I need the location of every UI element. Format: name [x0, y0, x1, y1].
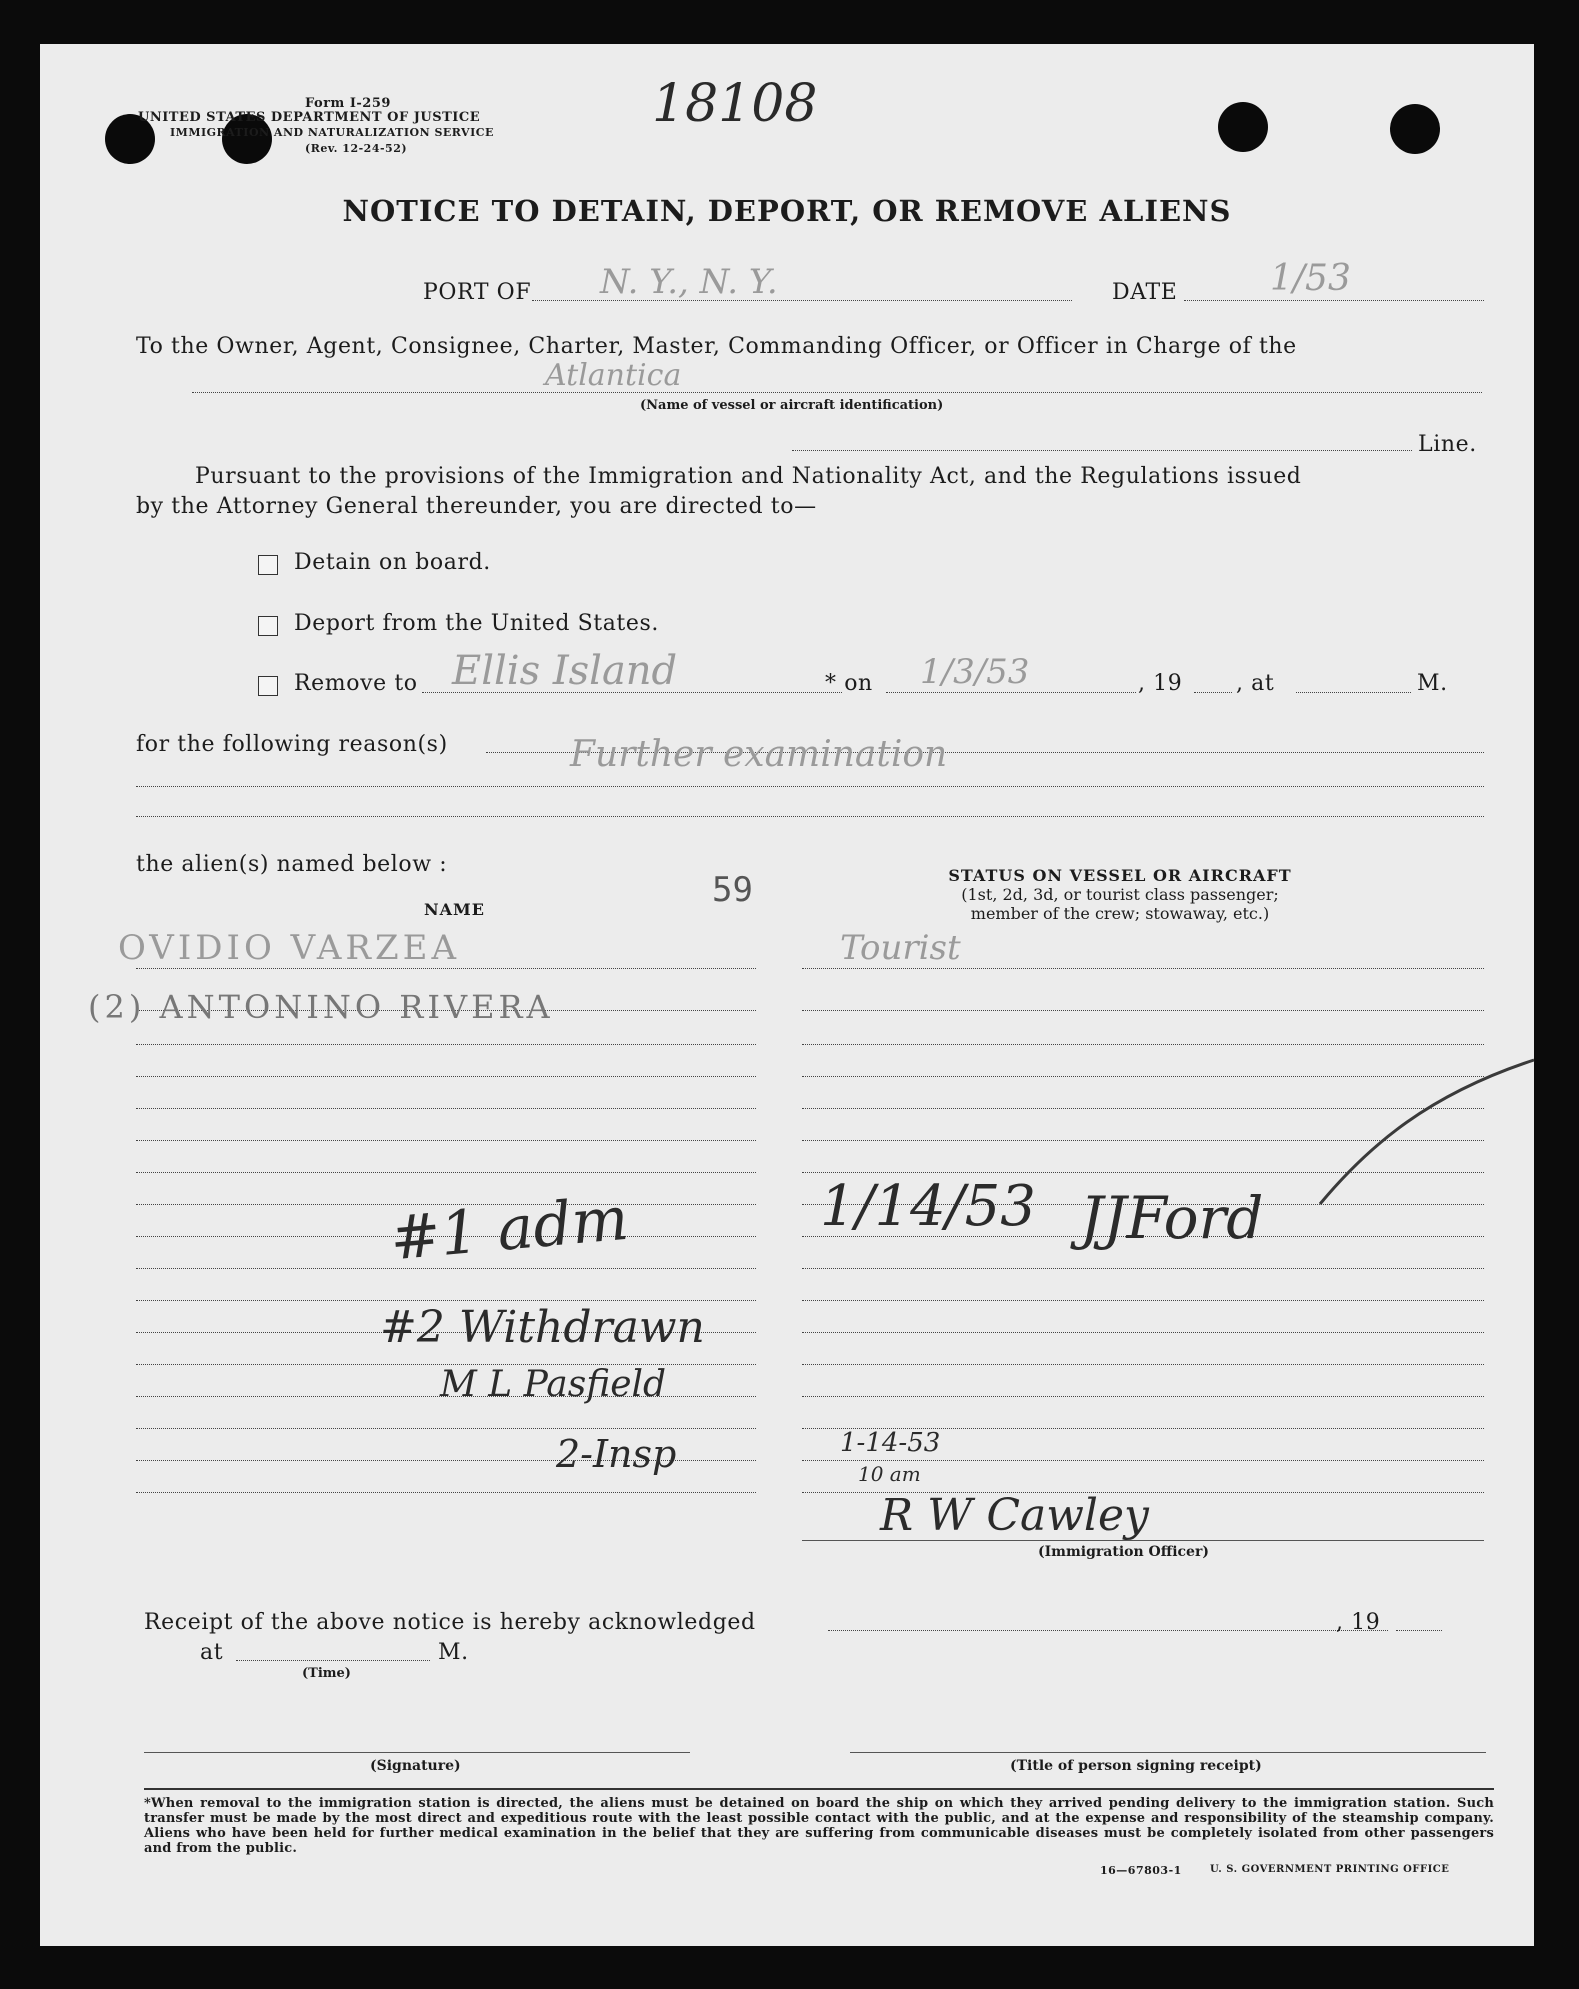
withdrawn-note: #2 Withdrawn: [380, 1302, 705, 1353]
receipt-title-line[interactable]: [850, 1752, 1486, 1753]
receipt-time-field-line[interactable]: [236, 1660, 430, 1661]
pursuant-text-2: by the Attorney General thereunder, you are directed to—: [136, 494, 817, 519]
admitted-date: 1/14/53: [820, 1174, 1036, 1239]
address-line: To the Owner, Agent, Consignee, Charter, Master, Commanding Officer, or Officer in Charge of the: [136, 334, 1297, 359]
reason-field-line-2[interactable]: [136, 786, 1484, 787]
name-row-line[interactable]: [136, 1172, 756, 1173]
officer-date: 1-14-53: [840, 1428, 941, 1458]
status-row-line[interactable]: [802, 1010, 1484, 1011]
remove-checkbox[interactable]: [258, 676, 278, 696]
line-label: Line.: [1418, 432, 1477, 457]
form-number: Form I-259: [305, 96, 391, 111]
pursuant-text-1: Pursuant to the provisions of the Immigration and Nationality Act, and the Regulations issued: [195, 464, 1302, 489]
status-header-title: STATUS ON VESSEL OR AIRCRAFT: [948, 866, 1292, 885]
officer-caption: (Immigration Officer): [1038, 1544, 1209, 1560]
detain-label: Detain on board.: [294, 550, 491, 575]
receipt-at-label: at: [200, 1640, 224, 1665]
date-label: DATE: [1112, 280, 1178, 305]
remove-label: Remove to: [294, 671, 418, 696]
name-row-line[interactable]: [136, 1108, 756, 1109]
officer-time: 10 am: [858, 1462, 921, 1486]
withdrawn-location: 2-Insp: [556, 1432, 677, 1476]
name-row-line[interactable]: [136, 1044, 756, 1045]
date-value: 1/53: [1270, 258, 1351, 299]
name-row-line[interactable]: [136, 1140, 756, 1141]
reason-label: for the following reason(s): [136, 732, 448, 757]
receipt-m-label: M.: [438, 1640, 469, 1665]
department-line: UNITED STATES DEPARTMENT OF JUSTICE: [138, 110, 481, 125]
punch-hole-icon: [1218, 102, 1268, 152]
alien-name-2: (2) ANTONINO RIVERA: [88, 988, 554, 1026]
vessel-value: Atlantica: [545, 358, 682, 393]
status-row-line[interactable]: [802, 1396, 1484, 1397]
pen-stroke-icon: [1310, 1054, 1540, 1214]
receipt-signature-line[interactable]: [144, 1752, 690, 1753]
reason-value: Further examination: [570, 734, 948, 775]
status-row-line[interactable]: [802, 1044, 1484, 1045]
remove-on-label: * on: [825, 671, 873, 696]
status-column-header: [820, 866, 1420, 923]
admitted-initials: JJFord: [1080, 1184, 1264, 1252]
punch-hole-icon: [1390, 104, 1440, 154]
name-column-header: NAME: [424, 900, 485, 919]
receipt-text: Receipt of the above notice is hereby acknowledged: [144, 1610, 756, 1635]
form-page: [40, 44, 1534, 1946]
detain-checkbox[interactable]: [258, 555, 278, 575]
remove-on-value: 1/3/53: [920, 652, 1030, 692]
printer-office: U. S. GOVERNMENT PRINTING OFFICE: [1210, 1864, 1450, 1875]
deport-checkbox[interactable]: [258, 616, 278, 636]
remove-to-value: Ellis Island: [452, 648, 678, 694]
deport-label: Deport from the United States.: [294, 611, 659, 636]
remove-at-label: , at: [1236, 671, 1275, 696]
footnote-divider: [144, 1788, 1494, 1790]
line-field-line[interactable]: [792, 450, 1412, 451]
receipt-date-field-line[interactable]: [828, 1630, 1388, 1631]
remove-year-label: , 19: [1138, 671, 1183, 696]
name-row-line[interactable]: [136, 1428, 756, 1429]
status-header-note-2: member of the crew; stowaway, etc.): [970, 904, 1270, 923]
receipt-year-field-line[interactable]: [1396, 1630, 1442, 1631]
revision-date: (Rev. 12-24-52): [305, 142, 408, 155]
service-line: IMMIGRATION AND NATURALIZATION SERVICE: [170, 126, 494, 139]
status-row-line[interactable]: [802, 1332, 1484, 1333]
name-row-line[interactable]: [136, 1076, 756, 1077]
name-row-line[interactable]: [136, 968, 756, 969]
remove-m-label: M.: [1417, 671, 1448, 696]
status-header-note-1: (1st, 2d, 3d, or tourist class passenger;: [961, 885, 1279, 904]
form-title: NOTICE TO DETAIN, DEPORT, OR REMOVE ALIENS: [342, 194, 1232, 228]
remove-at-field-line[interactable]: [1296, 692, 1411, 693]
status-row-line[interactable]: [802, 1364, 1484, 1365]
name-row-line[interactable]: [136, 1300, 756, 1301]
alien-name-1: OVIDIO VARZEA: [118, 928, 461, 968]
date-field-line[interactable]: [1184, 300, 1484, 301]
aliens-label: the alien(s) named below :: [136, 852, 448, 877]
reason-field-line-3[interactable]: [136, 816, 1484, 817]
status-row-line[interactable]: [802, 1268, 1484, 1269]
admitted-note: #1 adm: [387, 1183, 632, 1275]
status-row-line[interactable]: [802, 1300, 1484, 1301]
vessel-field-line[interactable]: [192, 392, 1482, 393]
port-value: N. Y., N. Y.: [600, 262, 778, 302]
alien-status-1: Tourist: [840, 928, 961, 968]
status-row-line[interactable]: [802, 968, 1484, 969]
officer-signature: R W Cawley: [880, 1490, 1149, 1541]
vessel-caption: (Name of vessel or aircraft identification): [640, 398, 944, 413]
receipt-title-caption: (Title of person signing receipt): [1010, 1758, 1262, 1774]
footnote-text: *When removal to the immigration station is directed, the aliens must be detained on board the ship on which they arrived pending delivery to the immigration station. Such transfer must be made by the most direct and expeditious route with the least possible contact with the public, and at the expense and responsibility of the steamship company. Aliens who have been held for further medical examination in the belief that they are suffering from communicable diseases must be completely isolated from other passengers and from the public.: [144, 1796, 1494, 1856]
count-mark: 59: [712, 870, 753, 910]
receipt-signature-caption: (Signature): [370, 1758, 461, 1774]
receipt-year-label: , 19: [1336, 1610, 1381, 1635]
remove-year-field-line[interactable]: [1194, 692, 1232, 693]
receipt-time-caption: (Time): [302, 1666, 351, 1681]
withdrawn-by: M L Pasfield: [440, 1364, 667, 1405]
printer-code: 16—67803-1: [1100, 1864, 1182, 1877]
remove-on-field-line[interactable]: [886, 692, 1136, 693]
status-row-line[interactable]: [802, 1460, 1484, 1461]
file-number: 18108: [652, 74, 818, 134]
port-label: PORT OF: [423, 280, 532, 305]
name-row-line[interactable]: [136, 1492, 756, 1493]
